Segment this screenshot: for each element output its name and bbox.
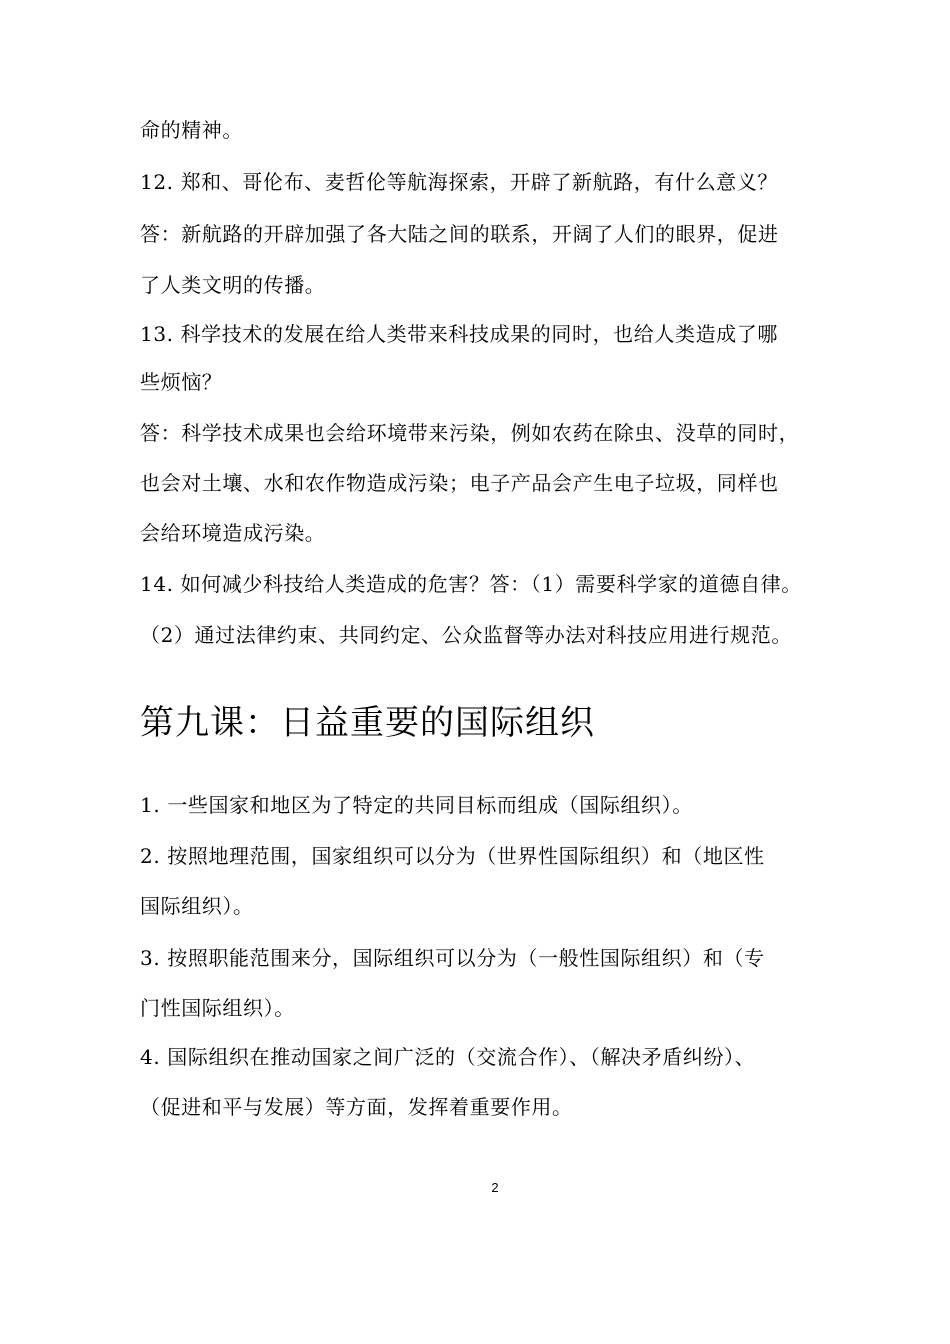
- page-number: 2: [491, 1180, 499, 1195]
- answer-12-line-1: 答：新航路的开辟加强了各大陆之间的联系，开阔了人们的眼界，促进: [140, 222, 779, 246]
- item-3-line-2: 门性国际组织）。: [140, 996, 295, 1020]
- item-4-line-2: （促进和平与发展）等方面，发挥着重要作用。: [140, 1095, 573, 1119]
- answer-13-line-3: 会给环境造成污染。: [140, 521, 326, 545]
- item-2-line-1: 2. 按照地理范围，国家组织可以分为（世界性国际组织）和（地区性: [140, 844, 765, 868]
- question-14-line-1: 14. 如何减少科技给人类造成的危害？答：（1）需要科学家的道德自律。: [140, 572, 802, 596]
- answer-13-line-2: 也会对土壤、水和农作物造成污染；电子产品会产生电子垃圾，同样也: [140, 471, 779, 495]
- item-4-line-1: 4. 国际组织在推动国家之间广泛的（交流合作）、（解决矛盾纠纷）、: [140, 1045, 756, 1069]
- question-13-line-1: 13. 科学技术的发展在给人类带来科技成果的同时，也给人类造成了哪: [140, 322, 778, 346]
- section-heading: 第九课：日益重要的国际组织: [140, 703, 595, 743]
- question-13-line-2: 些烦恼？: [140, 370, 223, 394]
- item-3-line-1: 3. 按照职能范围来分，国际组织可以分为（一般性国际组织）和（专: [140, 946, 765, 970]
- question-12: 12. 郑和、哥伦布、麦哲伦等航海探索，开辟了新航路，有什么意义？: [140, 170, 778, 194]
- answer-13-line-1: 答：科学技术成果也会给环境带来污染，例如农药在除虫、没草的同时，: [140, 421, 800, 445]
- text-line: 命的精神。: [140, 118, 243, 142]
- question-14-line-2: （2）通过法律约束、共同约定、公众监督等办法对科技应用进行规范。: [140, 623, 792, 647]
- item-1: 1. 一些国家和地区为了特定的共同目标而组成（国际组织）。: [140, 793, 693, 817]
- answer-12-line-2: 了人类文明的传播。: [140, 273, 326, 297]
- item-2-line-2: 国际组织）。: [140, 894, 254, 918]
